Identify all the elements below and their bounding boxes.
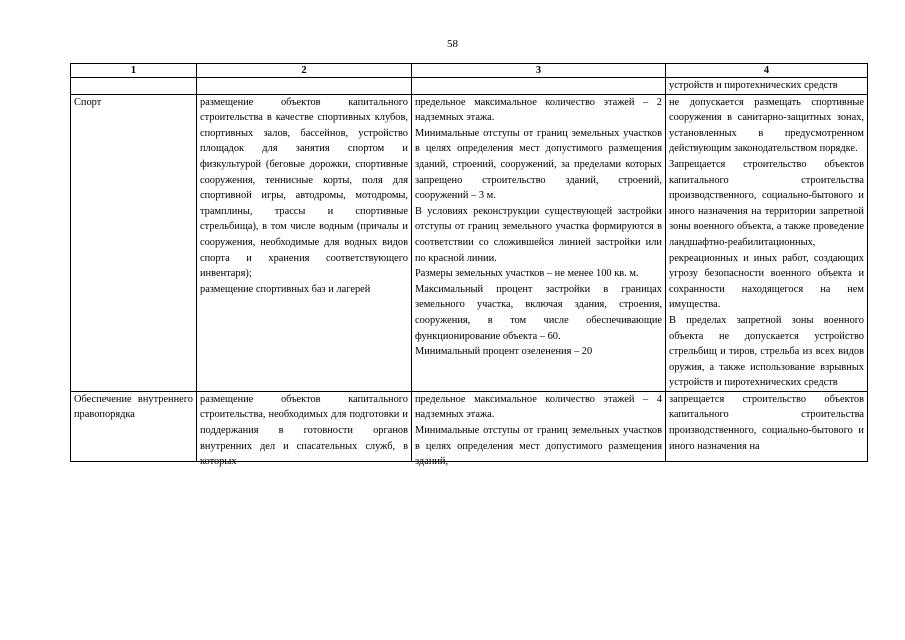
table-cell (197, 78, 412, 95)
table-header-row (71, 64, 868, 78)
restrictions-cell (666, 94, 868, 391)
regulations-table (70, 63, 868, 468)
column-header: 3 (412, 64, 666, 78)
table-cell (412, 78, 666, 95)
column-header: 1 (71, 64, 197, 78)
use-description-cell (197, 391, 412, 468)
cell-paragraph: размещение спортивных баз и лагерей (200, 283, 371, 295)
table-cell (666, 78, 868, 95)
page-number: 58 (447, 38, 458, 50)
cell-paragraph: предельное максимальное количество этажей – 4 надземных этажа. (415, 393, 662, 421)
parameters-cell (412, 391, 666, 468)
table-row (71, 391, 868, 461)
column-header: 2 (197, 64, 412, 78)
cell-paragraph: размещение объектов капитального строительства, необходимых для подготовки и поддержания в готовности органов внутренних дел и спасательных служб, в которых (200, 393, 408, 468)
table-row (71, 94, 868, 391)
use-description-cell (197, 94, 412, 391)
use-name-cell (71, 391, 197, 461)
cell-paragraph: размещение объектов капитального строительства в качестве спортивных клубов, спортивных залов, бассейнов, устройство площадок для занятия спортом и физкультурой (беговые дорожки, спортивные сооружения, теннисные корты, поля для спортивной игры, автодромы, мотодромы, трамплины, трассы и спортивные стрельбища), в том числе водным (причалы и сооружения, необходимые для водных видов спорта и хранения соответствующего инвентаря); (200, 96, 408, 280)
cell-paragraph: В пределах запретной зоны военного объекта не допускается устройство стрельбищ и тиров, стрельба из всех видов оружия, а также использование взрывных устройств и пиротехнических средств (669, 314, 864, 389)
cell-paragraph: Размеры земельных участков – не менее 100 кв. м. (415, 268, 639, 280)
use-name: Спорт (74, 96, 102, 108)
cell-paragraph: Минимальные отступы от границ земельных участков в целях определения мест допустимого размещения зданий, строений, сооружений, за пределами которых запрещено строительство зданий, строений, сооружений – 3 м. (415, 127, 662, 202)
cell-text: устройств и пиротехнических средств (669, 80, 838, 91)
column-header: 4 (666, 64, 868, 78)
cell-paragraph: не допускается размещать спортивные сооружения в санитарно-защитных зонах, установленных в предусмотренном действующим законодательством порядке. (669, 96, 864, 155)
cell-paragraph: Запрещается строительство объектов капитального строительства производственного, социально-бытового и иного назначения на территории запретной зоны военного объекта, а также проведение ландшафтно-реабилитационных, рекреационных и иных работ, создающих угрозу безопасности военного объекта и сохранности находящегося на нем имущества. (669, 158, 864, 311)
use-name: Обеспечение внутреннего правопорядка (74, 393, 193, 421)
use-name-cell (71, 94, 197, 391)
cell-paragraph: Максимальный процент застройки в границах земельного участка, включая здания, строения, сооружения, в том числе обеспечивающие функционирование объекта – 60. (415, 283, 662, 342)
cell-paragraph: запрещается строительство объектов капитального строительства производственного, социально-бытового и иного назначения на (669, 393, 864, 452)
cell-paragraph: Минимальные отступы от границ земельных участков в целях определения мест допустимого размещения зданий, (415, 425, 662, 468)
parameters-cell (412, 94, 666, 391)
cell-paragraph: В условиях реконструкции существующей застройки отступы от границ земельного участка формируются в соответствии со сложившейся линией застройки или по красной линии. (415, 205, 662, 264)
table-cell (71, 78, 197, 95)
restrictions-cell (666, 391, 868, 461)
cell-paragraph: предельное максимальное количество этажей – 2 надземных этажа. (415, 96, 662, 124)
table-row (71, 78, 868, 95)
cell-paragraph: Минимальный процент озеленения – 20 (415, 346, 593, 358)
